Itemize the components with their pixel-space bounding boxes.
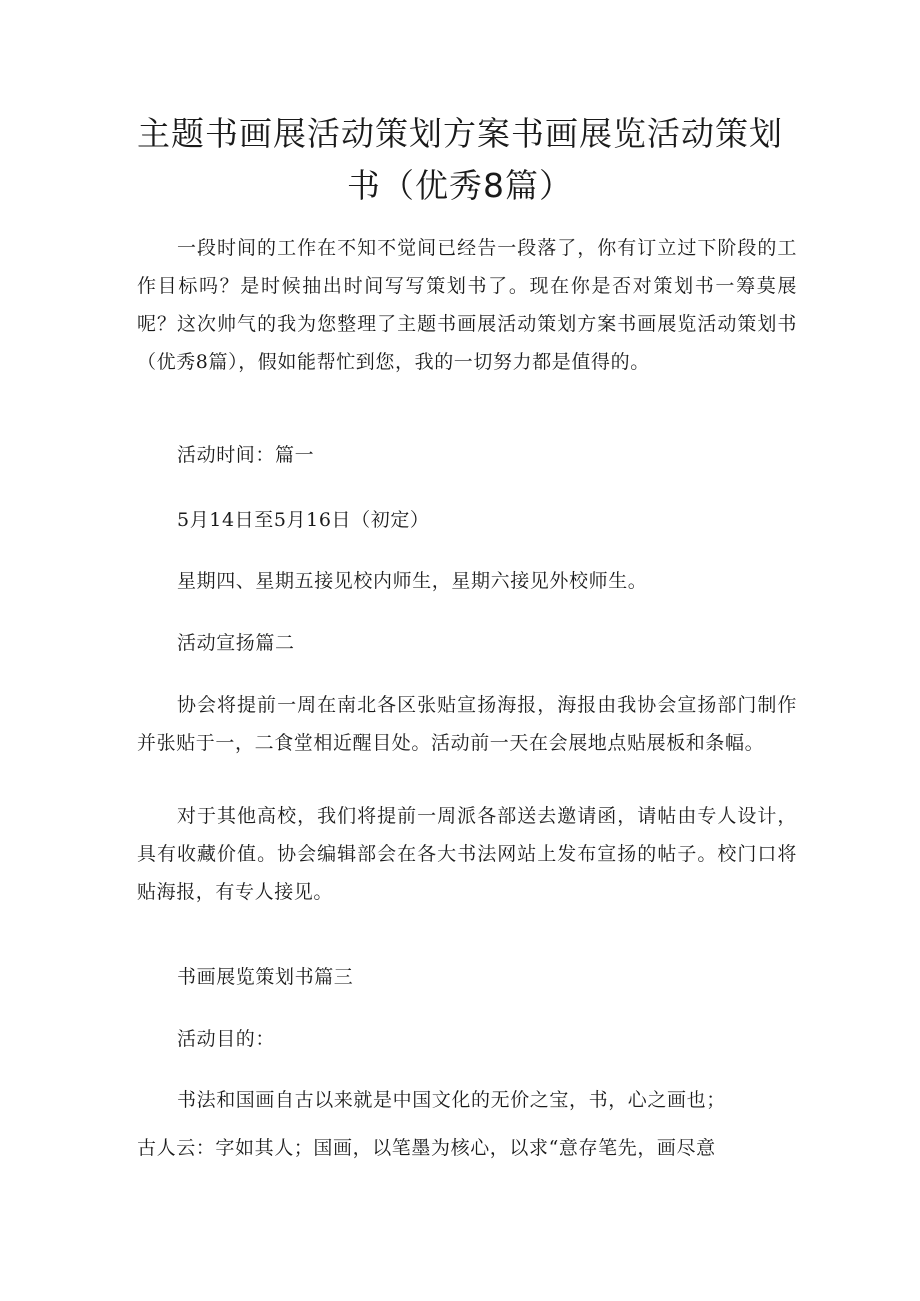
purpose-paragraph-line-2: 古人云：字如其人；国画，以笔墨为核心，以求“意存笔先，画尽意 <box>137 1137 716 1159</box>
document-title: 主题书画展活动策划方案书画展览活动策划书（优秀8篇） <box>137 114 783 205</box>
section-heading-promotion: 活动宣扬篇二 <box>177 632 295 654</box>
purpose-paragraph-line-1: 书法和国画自古以来就是中国文化的无价之宝，书，心之画也； <box>177 1089 726 1111</box>
section-heading-exhibition-plan: 书画展览策划书篇三 <box>177 966 354 988</box>
promotion-paragraph-2: 对于其他高校，我们将提前一周派各部送去邀请函，请帖由专人设计，具有收藏价值。协会编辑部会在各大书法网站上发布宣扬的帖子。校门口将贴海报，有专人接见。 <box>137 805 797 903</box>
promotion-paragraph-1: 协会将提前一周在南北各区张贴宣扬海报，海报由我协会宣扬部门制作并张贴于一，二食堂相近醒目处。活动前一天在会展地点贴展板和条幅。 <box>137 694 797 754</box>
section-heading-activity-time: 活动时间：篇一 <box>177 444 315 466</box>
section-heading-purpose: 活动目的： <box>177 1028 276 1050</box>
activity-dates: 5月14日至5月16日（初定） <box>177 509 430 531</box>
intro-paragraph: 一段时间的工作在不知不觉间已经告一段落了，你有订立过下阶段的工作目标吗？是时候抽出时间写写策划书了。现在你是否对策划书一筹莫展呢？这次帅气的我为您整理了主题书画展活动策划方案书画展览活动策划书（优秀8篇），假如能帮忙到您，我的一切努力都是值得的。 <box>137 237 797 373</box>
reception-schedule: 星期四、星期五接见校内师生，星期六接见外校师生。 <box>177 570 648 592</box>
